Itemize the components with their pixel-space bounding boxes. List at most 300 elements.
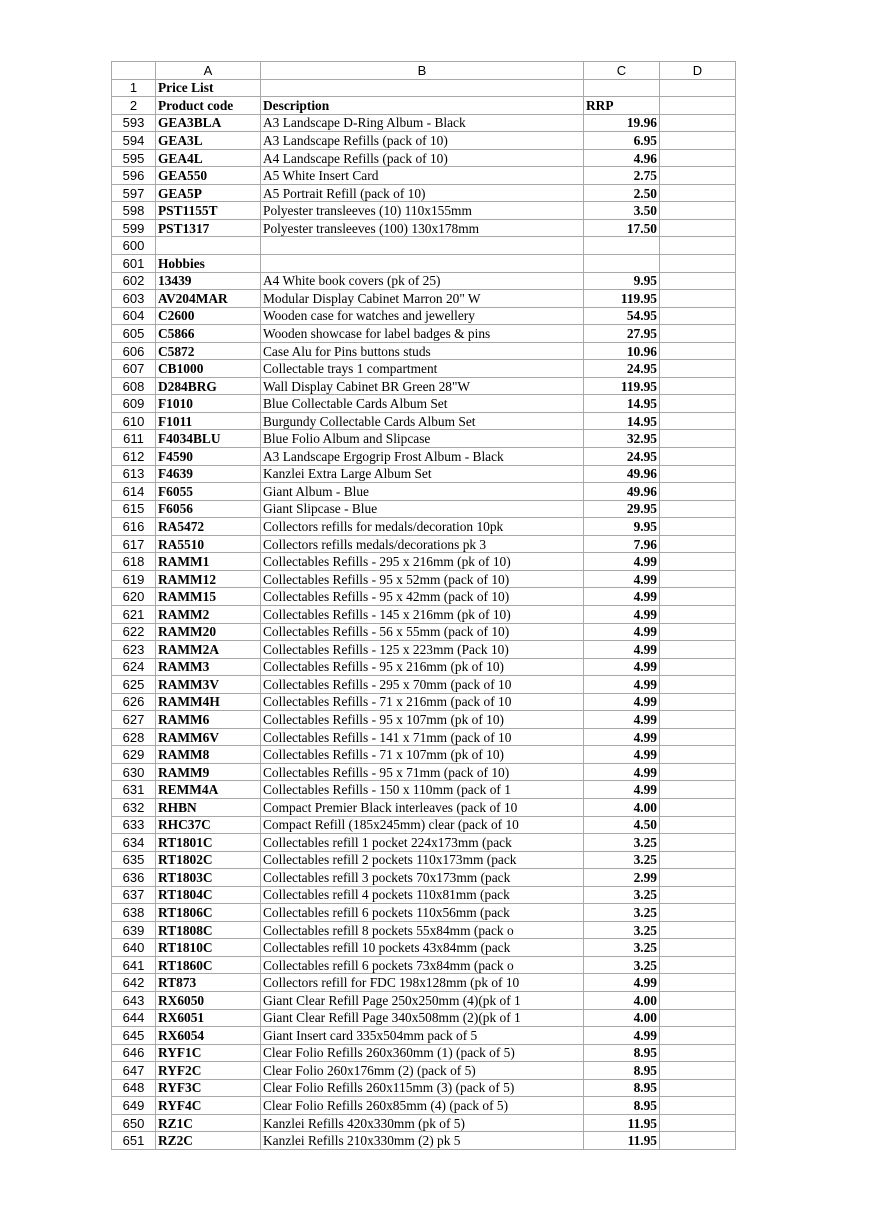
row-number[interactable]: 626: [112, 693, 156, 711]
description-cell[interactable]: Giant Insert card 335x504mm pack of 5: [261, 1027, 584, 1045]
product-code-cell[interactable]: RAMM9: [156, 763, 261, 781]
row-number[interactable]: 635: [112, 851, 156, 869]
cell[interactable]: [660, 553, 736, 571]
row-number[interactable]: 621: [112, 605, 156, 623]
product-code-cell[interactable]: RAMM3V: [156, 676, 261, 694]
description-cell[interactable]: Collectables Refills - 145 x 216mm (pk of 10): [261, 605, 584, 623]
product-code-cell[interactable]: RT1808C: [156, 921, 261, 939]
price-cell[interactable]: [584, 237, 660, 255]
price-cell[interactable]: 9.95: [584, 518, 660, 536]
row-number[interactable]: 610: [112, 412, 156, 430]
row-number[interactable]: 629: [112, 746, 156, 764]
product-code-cell[interactable]: RAMM8: [156, 746, 261, 764]
product-code-cell[interactable]: PST1155T: [156, 202, 261, 220]
description-cell[interactable]: Clear Folio 260x176mm (2) (pack of 5): [261, 1062, 584, 1080]
row-number[interactable]: 600: [112, 237, 156, 255]
cell[interactable]: [660, 79, 736, 97]
price-cell[interactable]: 2.50: [584, 184, 660, 202]
cell[interactable]: [660, 798, 736, 816]
product-code-cell[interactable]: RHC37C: [156, 816, 261, 834]
row-number[interactable]: 649: [112, 1097, 156, 1115]
price-cell[interactable]: 4.99: [584, 588, 660, 606]
cell[interactable]: [660, 1097, 736, 1115]
price-cell[interactable]: 24.95: [584, 360, 660, 378]
product-code-cell[interactable]: AV204MAR: [156, 290, 261, 308]
row-number[interactable]: 643: [112, 991, 156, 1009]
price-cell[interactable]: 4.99: [584, 623, 660, 641]
product-code-cell[interactable]: C5866: [156, 325, 261, 343]
description-cell[interactable]: Collectables Refills - 95 x 107mm (pk of 10): [261, 711, 584, 729]
description-cell[interactable]: Collectables Refills - 95 x 42mm (pack of 10): [261, 588, 584, 606]
product-code-cell[interactable]: F6055: [156, 483, 261, 501]
description-cell[interactable]: Collectables Refills - 71 x 107mm (pk of 10): [261, 746, 584, 764]
description-cell[interactable]: A5 White Insert Card: [261, 167, 584, 185]
row-number[interactable]: 634: [112, 834, 156, 852]
price-cell[interactable]: 4.50: [584, 816, 660, 834]
row-number[interactable]: 638: [112, 904, 156, 922]
row-number[interactable]: 631: [112, 781, 156, 799]
cell[interactable]: [660, 974, 736, 992]
row-number[interactable]: 630: [112, 763, 156, 781]
description-cell[interactable]: Collectables Refills - 141 x 71mm (pack of 10: [261, 728, 584, 746]
price-cell[interactable]: 4.99: [584, 693, 660, 711]
product-code-cell[interactable]: REMM4A: [156, 781, 261, 799]
row-number[interactable]: 623: [112, 641, 156, 659]
cell[interactable]: [660, 237, 736, 255]
description-cell[interactable]: Modular Display Cabinet Marron 20" W: [261, 290, 584, 308]
description-cell[interactable]: Collectors refills medals/decorations pk 3: [261, 535, 584, 553]
product-code-cell[interactable]: GEA5P: [156, 184, 261, 202]
row-number[interactable]: 617: [112, 535, 156, 553]
row-number[interactable]: 625: [112, 676, 156, 694]
row-number[interactable]: 602: [112, 272, 156, 290]
price-cell[interactable]: 3.25: [584, 886, 660, 904]
row-number[interactable]: 636: [112, 869, 156, 887]
description-cell[interactable]: Giant Clear Refill Page 250x250mm (4)(pk of 1: [261, 991, 584, 1009]
row-number[interactable]: 616: [112, 518, 156, 536]
price-cell[interactable]: 4.00: [584, 798, 660, 816]
description-cell[interactable]: Kanzlei Extra Large Album Set: [261, 465, 584, 483]
description-cell[interactable]: Burgundy Collectable Cards Album Set: [261, 412, 584, 430]
cell[interactable]: [660, 167, 736, 185]
price-cell[interactable]: 14.95: [584, 395, 660, 413]
product-code-cell[interactable]: RAMM6V: [156, 728, 261, 746]
description-cell[interactable]: Blue Collectable Cards Album Set: [261, 395, 584, 413]
price-cell[interactable]: 3.25: [584, 904, 660, 922]
cell[interactable]: [660, 483, 736, 501]
cell[interactable]: [660, 676, 736, 694]
cell[interactable]: [660, 360, 736, 378]
product-code-cell[interactable]: RX6054: [156, 1027, 261, 1045]
description-cell[interactable]: Wooden showcase for label badges & pins: [261, 325, 584, 343]
description-cell[interactable]: Collectables refill 2 pockets 110x173mm (pack: [261, 851, 584, 869]
description-cell[interactable]: Collectables Refills - 295 x 70mm (pack of 10: [261, 676, 584, 694]
product-code-cell[interactable]: GEA3BLA: [156, 114, 261, 132]
description-cell[interactable]: A3 Landscape Ergogrip Frost Album - Black: [261, 448, 584, 466]
product-code-cell[interactable]: RAMM20: [156, 623, 261, 641]
price-cell[interactable]: 10.96: [584, 342, 660, 360]
cell[interactable]: [660, 132, 736, 150]
price-cell[interactable]: 8.95: [584, 1097, 660, 1115]
price-cell[interactable]: 4.99: [584, 763, 660, 781]
row-number[interactable]: 603: [112, 290, 156, 308]
product-code-cell[interactable]: F4590: [156, 448, 261, 466]
product-code-cell[interactable]: F6056: [156, 500, 261, 518]
row-number[interactable]: 620: [112, 588, 156, 606]
row-number[interactable]: 622: [112, 623, 156, 641]
product-code-cell[interactable]: RAMM1: [156, 553, 261, 571]
cell[interactable]: [660, 465, 736, 483]
product-code-cell[interactable]: RYF1C: [156, 1044, 261, 1062]
row-number[interactable]: 615: [112, 500, 156, 518]
description-cell[interactable]: A4 White book covers (pk of 25): [261, 272, 584, 290]
row-number[interactable]: 647: [112, 1062, 156, 1080]
price-cell[interactable]: 49.96: [584, 465, 660, 483]
row-number[interactable]: 619: [112, 570, 156, 588]
product-code-cell[interactable]: RAMM2A: [156, 641, 261, 659]
row-number[interactable]: 614: [112, 483, 156, 501]
description-cell[interactable]: Giant Slipcase - Blue: [261, 500, 584, 518]
price-cell[interactable]: 19.96: [584, 114, 660, 132]
cell[interactable]: [660, 219, 736, 237]
description-cell[interactable]: A4 Landscape Refills (pack of 10): [261, 149, 584, 167]
row-number[interactable]: 651: [112, 1132, 156, 1150]
cell[interactable]: [660, 816, 736, 834]
description-cell[interactable]: Clear Folio Refills 260x360mm (1) (pack of 5): [261, 1044, 584, 1062]
row-number[interactable]: 641: [112, 956, 156, 974]
price-cell[interactable]: 3.25: [584, 851, 660, 869]
product-code-cell[interactable]: RAMM12: [156, 570, 261, 588]
price-cell[interactable]: 14.95: [584, 412, 660, 430]
cell[interactable]: [660, 272, 736, 290]
cell[interactable]: [660, 605, 736, 623]
row-number[interactable]: 618: [112, 553, 156, 571]
price-cell[interactable]: 49.96: [584, 483, 660, 501]
description-cell[interactable]: Wall Display Cabinet BR Green 28"W: [261, 377, 584, 395]
cell[interactable]: [660, 746, 736, 764]
row-number[interactable]: 606: [112, 342, 156, 360]
row-number[interactable]: 645: [112, 1027, 156, 1045]
product-code-cell[interactable]: CB1000: [156, 360, 261, 378]
description-cell[interactable]: [261, 237, 584, 255]
row-number[interactable]: 612: [112, 448, 156, 466]
cell[interactable]: [660, 588, 736, 606]
cell[interactable]: [261, 79, 584, 97]
cell[interactable]: [660, 448, 736, 466]
description-cell[interactable]: Collectables refill 10 pockets 43x84mm (pack: [261, 939, 584, 957]
row-number[interactable]: 608: [112, 377, 156, 395]
product-code-cell[interactable]: RHBN: [156, 798, 261, 816]
description-cell[interactable]: Compact Premier Black interleaves (pack of 10: [261, 798, 584, 816]
cell[interactable]: [660, 851, 736, 869]
product-code-cell[interactable]: GEA550: [156, 167, 261, 185]
row-number[interactable]: 597: [112, 184, 156, 202]
cell[interactable]: [660, 991, 736, 1009]
row-number[interactable]: 594: [112, 132, 156, 150]
product-code-cell[interactable]: RX6050: [156, 991, 261, 1009]
row-number[interactable]: 632: [112, 798, 156, 816]
cell[interactable]: [660, 921, 736, 939]
cell[interactable]: [660, 763, 736, 781]
row-number[interactable]: 640: [112, 939, 156, 957]
cell[interactable]: [660, 570, 736, 588]
product-code-cell[interactable]: RA5472: [156, 518, 261, 536]
row-number[interactable]: 601: [112, 255, 156, 273]
row-number[interactable]: 627: [112, 711, 156, 729]
cell[interactable]: [660, 342, 736, 360]
product-code-cell[interactable]: F4034BLU: [156, 430, 261, 448]
cell[interactable]: [660, 518, 736, 536]
cell[interactable]: [660, 869, 736, 887]
cell[interactable]: [660, 886, 736, 904]
row-number[interactable]: 595: [112, 149, 156, 167]
description-cell[interactable]: Collectables Refills - 95 x 216mm (pk of 10): [261, 658, 584, 676]
price-cell[interactable]: 24.95: [584, 448, 660, 466]
description-cell[interactable]: A3 Landscape D-Ring Album - Black: [261, 114, 584, 132]
column-header-a[interactable]: A: [156, 62, 261, 80]
price-cell[interactable]: 4.99: [584, 711, 660, 729]
product-code-cell[interactable]: D284BRG: [156, 377, 261, 395]
product-code-cell[interactable]: GEA3L: [156, 132, 261, 150]
description-cell[interactable]: Polyester transleeves (100) 130x178mm: [261, 219, 584, 237]
cell[interactable]: [660, 202, 736, 220]
product-code-cell[interactable]: Hobbies: [156, 255, 261, 273]
row-number[interactable]: 644: [112, 1009, 156, 1027]
price-cell[interactable]: 4.99: [584, 746, 660, 764]
cell[interactable]: [660, 904, 736, 922]
product-code-cell[interactable]: RT873: [156, 974, 261, 992]
price-cell[interactable]: 8.95: [584, 1079, 660, 1097]
cell[interactable]: [660, 1114, 736, 1132]
description-cell[interactable]: Collectables refill 6 pockets 73x84mm (pack o: [261, 956, 584, 974]
product-code-cell[interactable]: RYF2C: [156, 1062, 261, 1080]
price-cell[interactable]: 4.99: [584, 781, 660, 799]
cell[interactable]: [660, 430, 736, 448]
row-number[interactable]: 609: [112, 395, 156, 413]
product-code-cell[interactable]: RT1801C: [156, 834, 261, 852]
price-cell[interactable]: 9.95: [584, 272, 660, 290]
product-code-cell[interactable]: RAMM4H: [156, 693, 261, 711]
price-cell[interactable]: 11.95: [584, 1132, 660, 1150]
description-cell[interactable]: Giant Clear Refill Page 340x508mm (2)(pk of 1: [261, 1009, 584, 1027]
description-cell[interactable]: Kanzlei Refills 210x330mm (2) pk 5: [261, 1132, 584, 1150]
cell[interactable]: [660, 658, 736, 676]
description-cell[interactable]: Collectables refill 6 pockets 110x56mm (pack: [261, 904, 584, 922]
product-code-cell[interactable]: RAMM2: [156, 605, 261, 623]
description-cell[interactable]: Collectables Refills - 56 x 55mm (pack of 10): [261, 623, 584, 641]
cell[interactable]: [660, 939, 736, 957]
product-code-cell[interactable]: 13439: [156, 272, 261, 290]
product-code-cell[interactable]: RYF3C: [156, 1079, 261, 1097]
price-cell[interactable]: 119.95: [584, 290, 660, 308]
cell[interactable]: [660, 325, 736, 343]
price-cell[interactable]: 119.95: [584, 377, 660, 395]
cell[interactable]: [660, 377, 736, 395]
price-cell[interactable]: 11.95: [584, 1114, 660, 1132]
price-cell[interactable]: 4.00: [584, 1009, 660, 1027]
product-code-cell[interactable]: C2600: [156, 307, 261, 325]
cell[interactable]: [660, 307, 736, 325]
description-cell[interactable]: Collectables refill 4 pockets 110x81mm (pack: [261, 886, 584, 904]
cell[interactable]: [660, 255, 736, 273]
price-cell[interactable]: 3.25: [584, 939, 660, 957]
description-cell[interactable]: Blue Folio Album and Slipcase: [261, 430, 584, 448]
price-cell[interactable]: 8.95: [584, 1044, 660, 1062]
price-cell[interactable]: 29.95: [584, 500, 660, 518]
row-number[interactable]: 646: [112, 1044, 156, 1062]
description-cell[interactable]: Giant Album - Blue: [261, 483, 584, 501]
price-cell[interactable]: 4.99: [584, 974, 660, 992]
rrp-header-cell[interactable]: RRP: [584, 97, 660, 115]
description-cell[interactable]: Wooden case for watches and jewellery: [261, 307, 584, 325]
price-cell[interactable]: 17.50: [584, 219, 660, 237]
column-header-b[interactable]: B: [261, 62, 584, 80]
row-number[interactable]: 1: [112, 79, 156, 97]
cell[interactable]: [660, 114, 736, 132]
price-cell[interactable]: 4.00: [584, 991, 660, 1009]
cell[interactable]: [660, 641, 736, 659]
description-cell[interactable]: Collectables Refills - 71 x 216mm (pack of 10: [261, 693, 584, 711]
description-cell[interactable]: Clear Folio Refills 260x85mm (4) (pack of 5): [261, 1097, 584, 1115]
price-cell[interactable]: 6.95: [584, 132, 660, 150]
product-code-cell[interactable]: RAMM15: [156, 588, 261, 606]
product-code-cell[interactable]: RT1810C: [156, 939, 261, 957]
price-cell[interactable]: 27.95: [584, 325, 660, 343]
price-cell[interactable]: 3.25: [584, 921, 660, 939]
row-number[interactable]: 633: [112, 816, 156, 834]
cell[interactable]: [660, 184, 736, 202]
product-code-cell[interactable]: RZ2C: [156, 1132, 261, 1150]
description-cell[interactable]: Collectors refill for FDC 198x128mm (pk of 10: [261, 974, 584, 992]
price-cell[interactable]: 3.25: [584, 834, 660, 852]
cell[interactable]: [660, 693, 736, 711]
row-number[interactable]: 611: [112, 430, 156, 448]
description-cell[interactable]: Collectables Refills - 95 x 71mm (pack of 10): [261, 763, 584, 781]
product-code-header-cell[interactable]: Product code: [156, 97, 261, 115]
price-cell[interactable]: 7.96: [584, 535, 660, 553]
cell[interactable]: [584, 79, 660, 97]
description-cell[interactable]: A5 Portrait Refill (pack of 10): [261, 184, 584, 202]
cell[interactable]: [660, 623, 736, 641]
row-number[interactable]: 604: [112, 307, 156, 325]
price-cell[interactable]: 4.99: [584, 570, 660, 588]
product-code-cell[interactable]: RT1802C: [156, 851, 261, 869]
product-code-cell[interactable]: RYF4C: [156, 1097, 261, 1115]
description-cell[interactable]: Collectors refills for medals/decoration 10pk: [261, 518, 584, 536]
row-number[interactable]: 593: [112, 114, 156, 132]
column-header-d[interactable]: D: [660, 62, 736, 80]
price-cell[interactable]: 4.99: [584, 641, 660, 659]
row-number[interactable]: 642: [112, 974, 156, 992]
price-cell[interactable]: 32.95: [584, 430, 660, 448]
cell[interactable]: [660, 956, 736, 974]
product-code-cell[interactable]: F1011: [156, 412, 261, 430]
row-number[interactable]: 628: [112, 728, 156, 746]
cell[interactable]: [660, 535, 736, 553]
row-number[interactable]: 605: [112, 325, 156, 343]
column-header-c[interactable]: C: [584, 62, 660, 80]
cell[interactable]: [660, 1009, 736, 1027]
product-code-cell[interactable]: F4639: [156, 465, 261, 483]
row-number[interactable]: 624: [112, 658, 156, 676]
cell[interactable]: [660, 1027, 736, 1045]
product-code-cell[interactable]: RAMM3: [156, 658, 261, 676]
cell[interactable]: [660, 149, 736, 167]
row-number[interactable]: 648: [112, 1079, 156, 1097]
price-cell[interactable]: 3.50: [584, 202, 660, 220]
price-cell[interactable]: 4.99: [584, 728, 660, 746]
cell[interactable]: [660, 711, 736, 729]
cell[interactable]: [660, 781, 736, 799]
description-cell[interactable]: Collectables refill 3 pockets 70x173mm (pack: [261, 869, 584, 887]
price-cell[interactable]: 8.95: [584, 1062, 660, 1080]
cell[interactable]: [660, 1079, 736, 1097]
row-number[interactable]: 598: [112, 202, 156, 220]
cell[interactable]: [660, 290, 736, 308]
corner-cell[interactable]: [112, 62, 156, 80]
description-cell[interactable]: Collectable trays 1 compartment: [261, 360, 584, 378]
cell[interactable]: [660, 395, 736, 413]
price-cell[interactable]: 2.99: [584, 869, 660, 887]
description-cell[interactable]: Kanzlei Refills 420x330mm (pk of 5): [261, 1114, 584, 1132]
product-code-cell[interactable]: RX6051: [156, 1009, 261, 1027]
product-code-cell[interactable]: C5872: [156, 342, 261, 360]
price-cell[interactable]: 4.96: [584, 149, 660, 167]
row-number[interactable]: 613: [112, 465, 156, 483]
description-cell[interactable]: Clear Folio Refills 260x115mm (3) (pack of 5): [261, 1079, 584, 1097]
row-number[interactable]: 599: [112, 219, 156, 237]
row-number[interactable]: 607: [112, 360, 156, 378]
price-cell[interactable]: 4.99: [584, 1027, 660, 1045]
row-number[interactable]: 596: [112, 167, 156, 185]
description-cell[interactable]: A3 Landscape Refills (pack of 10): [261, 132, 584, 150]
price-cell[interactable]: 4.99: [584, 658, 660, 676]
description-cell[interactable]: [261, 255, 584, 273]
price-cell[interactable]: 4.99: [584, 676, 660, 694]
description-cell[interactable]: Collectables refill 8 pockets 55x84mm (pack o: [261, 921, 584, 939]
product-code-cell[interactable]: RT1804C: [156, 886, 261, 904]
row-number[interactable]: 637: [112, 886, 156, 904]
price-cell[interactable]: 2.75: [584, 167, 660, 185]
description-cell[interactable]: Polyester transleeves (10) 110x155mm: [261, 202, 584, 220]
price-list-title-cell[interactable]: Price List: [156, 79, 261, 97]
price-cell[interactable]: [584, 255, 660, 273]
product-code-cell[interactable]: RAMM6: [156, 711, 261, 729]
product-code-cell[interactable]: RT1860C: [156, 956, 261, 974]
description-cell[interactable]: Collectables Refills - 150 x 110mm (pack of 1: [261, 781, 584, 799]
description-cell[interactable]: Case Alu for Pins buttons studs: [261, 342, 584, 360]
cell[interactable]: [660, 500, 736, 518]
price-cell[interactable]: 54.95: [584, 307, 660, 325]
price-cell[interactable]: 3.25: [584, 956, 660, 974]
product-code-cell[interactable]: RT1806C: [156, 904, 261, 922]
cell[interactable]: [660, 1044, 736, 1062]
description-cell[interactable]: Collectables Refills - 95 x 52mm (pack of 10): [261, 570, 584, 588]
product-code-cell[interactable]: RA5510: [156, 535, 261, 553]
row-number[interactable]: 2: [112, 97, 156, 115]
description-cell[interactable]: Compact Refill (185x245mm) clear (pack of 10: [261, 816, 584, 834]
cell[interactable]: [660, 1062, 736, 1080]
product-code-cell[interactable]: GEA4L: [156, 149, 261, 167]
description-cell[interactable]: Collectables Refills - 125 x 223mm (Pack 10): [261, 641, 584, 659]
cell[interactable]: [660, 728, 736, 746]
product-code-cell[interactable]: F1010: [156, 395, 261, 413]
row-number[interactable]: 650: [112, 1114, 156, 1132]
cell[interactable]: [660, 834, 736, 852]
price-cell[interactable]: 4.99: [584, 553, 660, 571]
description-cell[interactable]: Collectables Refills - 295 x 216mm (pk of 10): [261, 553, 584, 571]
product-code-cell[interactable]: PST1317: [156, 219, 261, 237]
